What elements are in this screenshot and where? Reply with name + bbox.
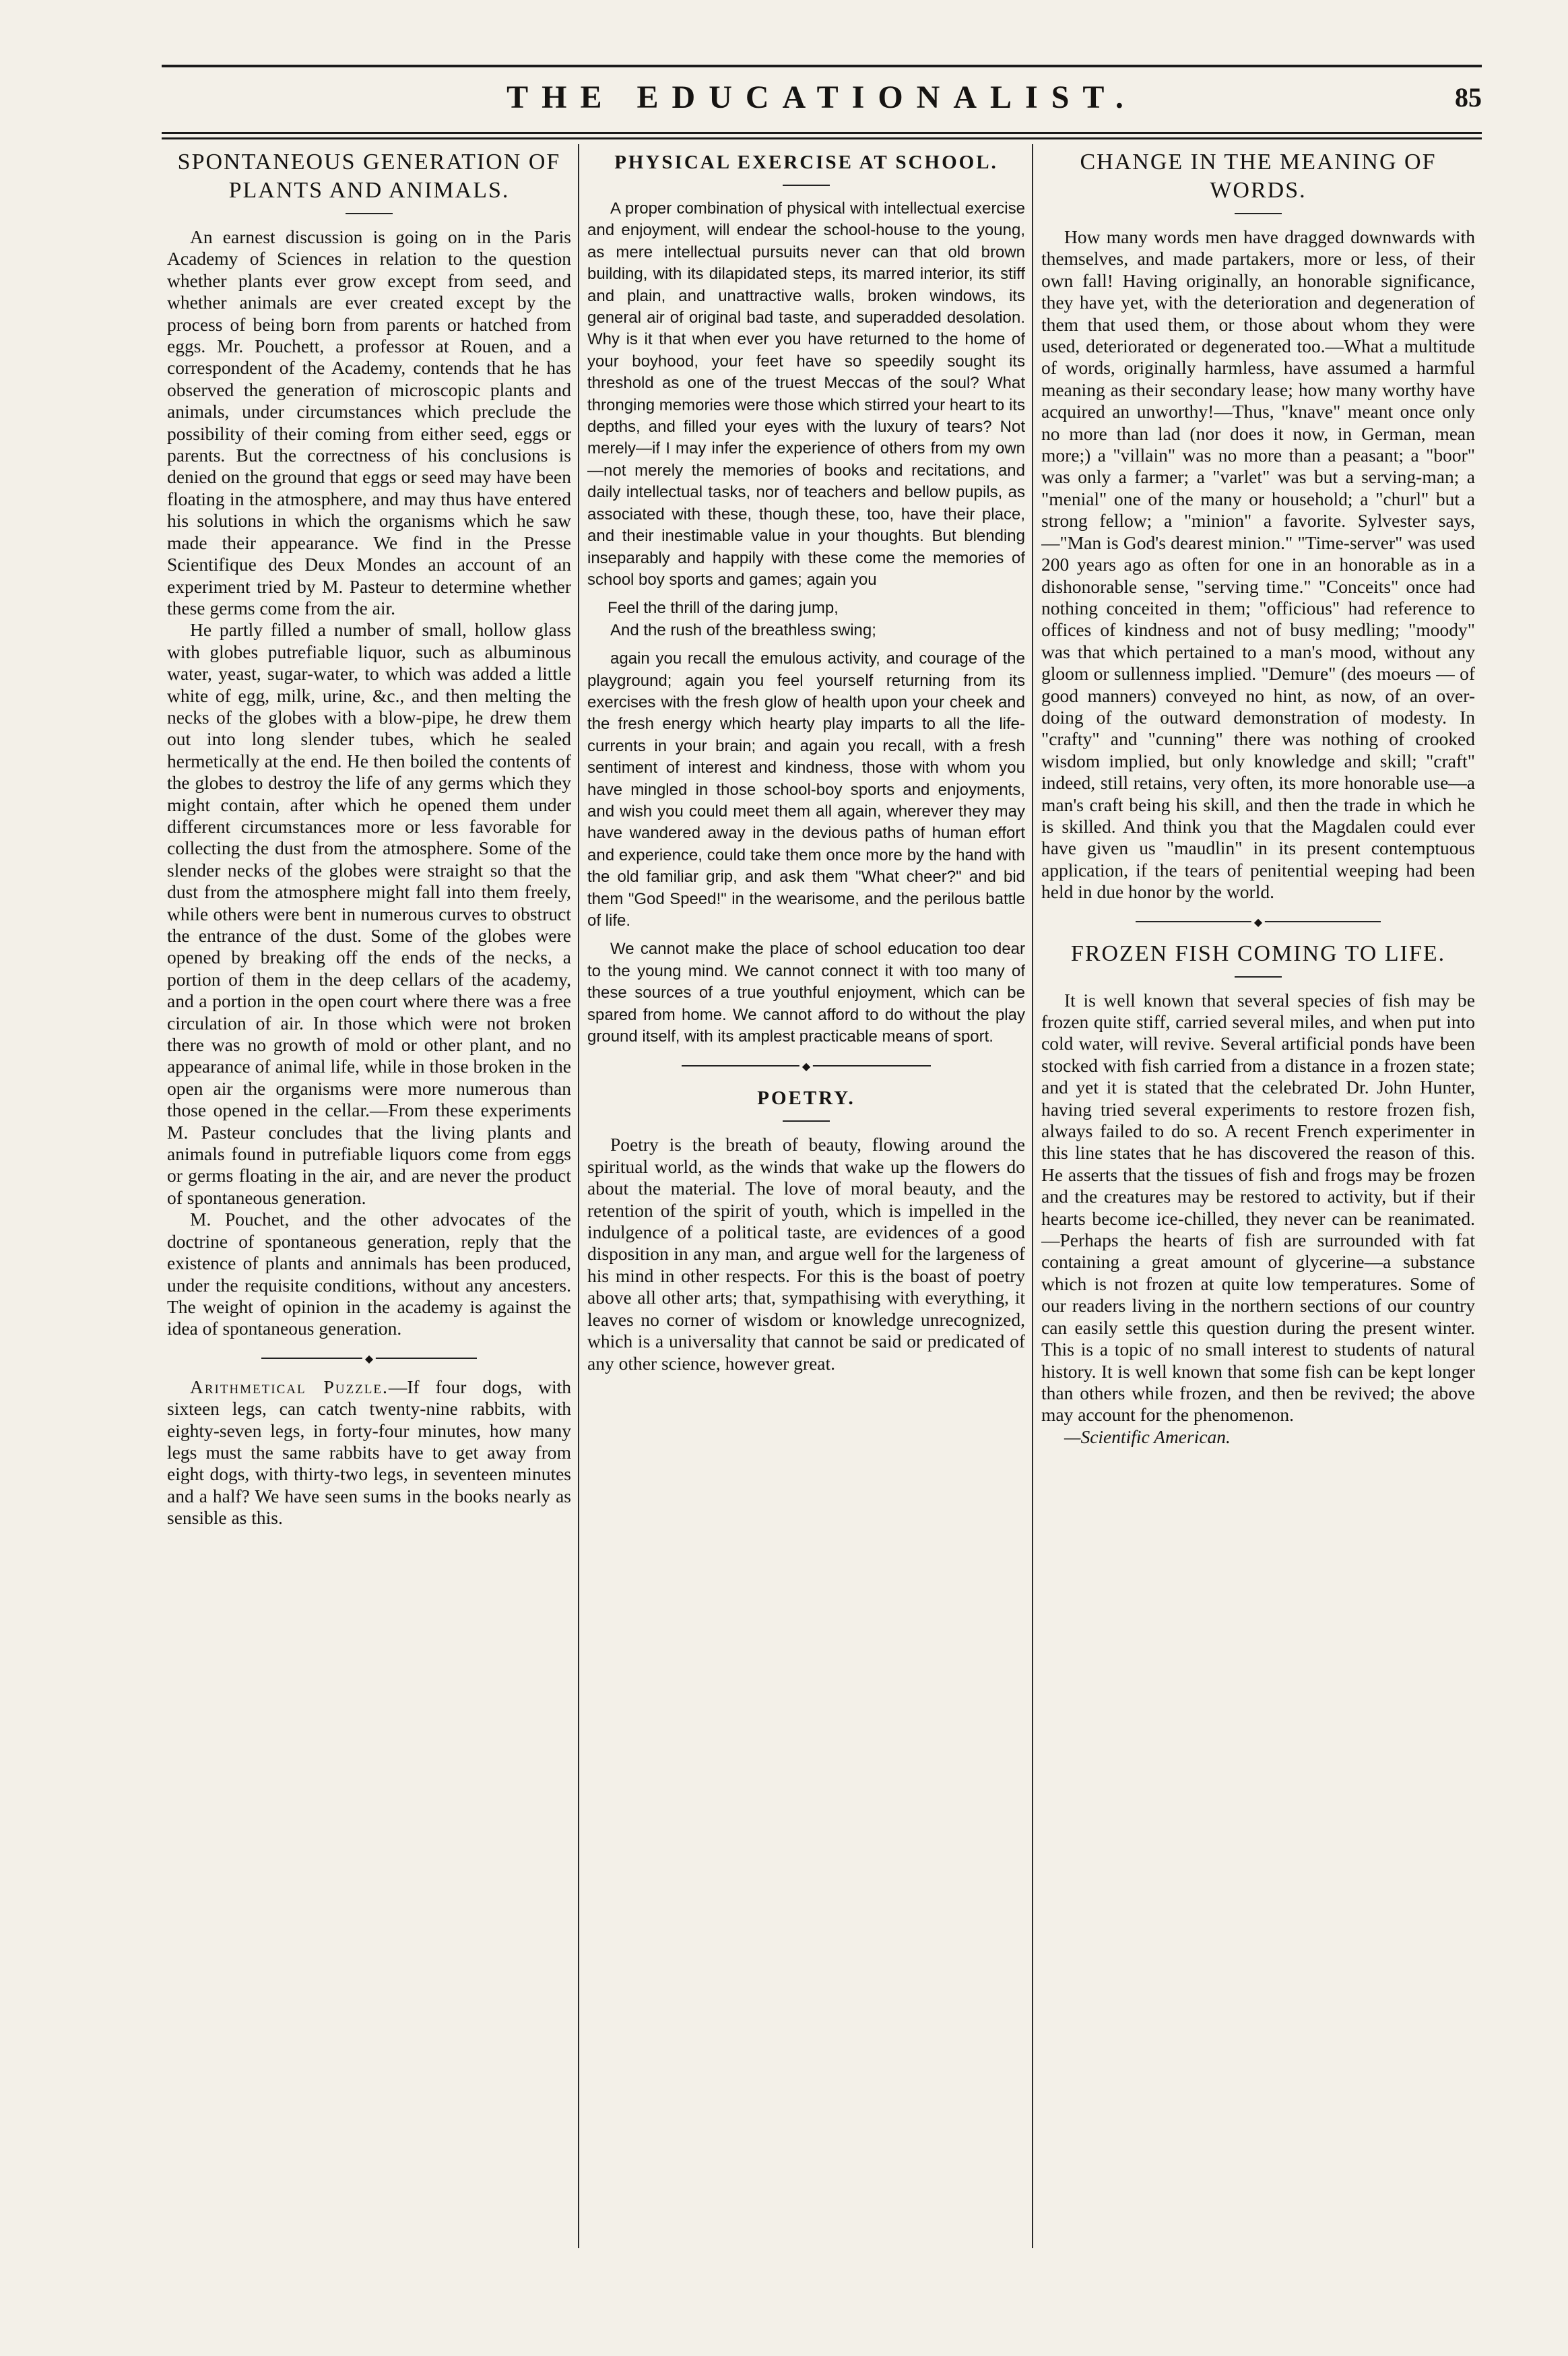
article-title-frozen-fish: FROZEN FISH COMING TO LIFE. bbox=[1070, 941, 1446, 966]
verse-line: Feel the thrill of the daring jump, bbox=[608, 599, 839, 618]
verse-line: And the rush of the breathless swing; bbox=[610, 620, 876, 639]
paragraph: He partly filled a number of small, hollow glass with globes putrefiable liquor, such as albuminous water, yeast, sugar-water, to which was added a little white of egg, milk, urine, &c., and then melting the necks of the globes with a blow-pipe, he drew them out into long slender tubes, which he sealed hermetically at the end. He then boiled the contents of the globes to destroy the life of any germs which they might contain, after which he opened them under different circumstances more or less favorable for collecting the dust from the atmosphere. Some of the slender necks of the globes were straight so that the dust from the atmosphere might fall into them freely, while others were bent in numerous curves to obstruct the entrance of the dust. Some of the globes were opened by breaking off the ends of the necks, a portion of them in the deep cellars of the academy, and a portion in the open court where there was a free circulation of air. In those which were not broken there was no growth of mold or other plant, and no appearance of animal life, while in those broken in the open air the organisms were more numerous than those opened in the cellar.—From these experiments M. Pasteur concludes that the living plants and animals found in putrefiable liquors come from eggs or germs floating in the air, and are never the product of spontaneous generation. bbox=[167, 619, 571, 1208]
article-title-spontaneous-generation: SPONTANEOUS GENERATION OF PLANTS AND ANIMALS. bbox=[177, 150, 561, 203]
puzzle-heading: Arithmetical Puzzle. bbox=[190, 1376, 389, 1397]
header-rule-upper bbox=[162, 132, 1482, 134]
column-right bbox=[1041, 148, 1475, 2255]
column-divider bbox=[1032, 144, 1033, 2248]
ornament-divider bbox=[261, 1358, 477, 1359]
article-title-physical-exercise: PHYSICAL EXERCISE AT SCHOOL. bbox=[614, 152, 998, 173]
paragraph: again you recall the emulous activity, and courage of the playground; again you feel yourself returning from its exercises with the fresh glow of health upon your cheek and the fresh energy which hearty play imparts to all the life-currents in your brain; and again you recall, with a fresh sentiment of interest and kindness, those with whom you have mingled in those school-boy sports and enjoyments, and wish you could meet them all again, wherever they may have wandered away in the devious paths of human effort and experience, could take them once more by the hand with the old familiar grip, and ask them "What cheer?" and bid them "God Speed!" in the wearisome, and the perilous battle of life. bbox=[587, 649, 1025, 930]
paragraph: M. Pouchet, and the other advocates of the doctrine of spontaneous generation, reply that the existence of plants and annimals has been produced, under the requisite conditions, without any ancesters. The weight of opinion in the academy is against the idea of spontaneous generation. bbox=[167, 1209, 571, 1339]
ornament-divider bbox=[1136, 921, 1381, 922]
paragraph: Poetry is the breath of beauty, flowing around the spiritual world, as the winds that wake up the flowers do about the material. The love of moral beauty, and the retention of the spirit of youth, which is impelled in the indulgence of a political taste, are evidences of a good disposition in any man, and argue well for the largeness of his mind in other respects. For this is the boast of poetry above all other arts; that, sympathising with everything, it leaves no corner of wisdom or knowledge unrecognized, which is a universality that cannot be said or predicated of any other science, however great. bbox=[587, 1134, 1025, 1374]
paragraph: An earnest discussion is going on in the Paris Academy of Sciences in relation to the question whether plants ever grow except from seed, and whether animals are ever created except by the process of being born from parents or hatched from eggs. Mr. Pouchett, a professor at Rouen, and a correspondent of the Academy, contends that he has observed the generation of microscopic plants and animals, under circumstances which preclude the possibility of their coming from either seed, eggs or parents. But the correctness of his conclusions is denied on the ground that eggs or seed may have been floating in the atmosphere, and may thus have entered his solutions in which the organisms which he saw made their appearance. We find in the Presse Scientifique des Deux Mondes an account of an experiment tried by M. Pasteur to determine whether these germs come from the air. bbox=[167, 226, 571, 618]
page-header bbox=[162, 74, 1482, 128]
column-left bbox=[167, 148, 571, 2255]
title-rule bbox=[783, 185, 830, 186]
verse-quote bbox=[608, 598, 1025, 641]
paragraph: How many words men have dragged downwards with themselves, and made partakers, more or less, of their own fall! Having originally, an honorable significance, they have yet, with the deterioration and degeneration of them that used them, or those about whom they were used, deteriorated or degenerated too.—What a multitude of words, originally harmless, have assumed a harmful meaning as their secondary lease; how many worthy have acquired an unworthy!—Thus, "knave" meant once only no more than lad (nor does it now, in German, mean more;) a "villain" was no more than a peasant; a "boor" was only a farmer; a "varlet" was but a serving-man; a "menial" one of the many or household; a "churl" but a strong fellow; a "minion" a favorite. Sylvester says,—"Man is God's dearest minion." "Time-server" was used 200 years ago as often for one in an honorable as in a dishonorable sense, "serving time." "Conceits" once had nothing conceited in them; "officious" had reference to offices of kindness and not of busy medling; "moody" was that which pertained to a man's mood, without any gloom or sullenness implied. "Demure" (des moeurs — of good manners) conveyed no hint, as now, of an over-doing of the outward demonstration of modesty. In "crafty" and "cunning" there was nothing of crooked wisdom implied, but only knowledge and skill; "craft" indeed, still retains, very often, its more honorable use—a man's craft being his skill, and then the trade in which he is skilled. And think you that the Magdalen could ever have given us "maudlin" in its present contemptuous application, if the tears of penitential weeping had been held in due honor by the world. bbox=[1041, 226, 1475, 903]
header-rule-lower bbox=[162, 137, 1482, 139]
source-attribution: —Scientific American. bbox=[1064, 1426, 1231, 1447]
column-middle bbox=[587, 148, 1025, 2255]
article-title-poetry: POETRY. bbox=[757, 1087, 855, 1110]
ornament-divider bbox=[682, 1065, 931, 1066]
paragraph: It is well known that several species of fish may be frozen quite stiff, carried several miles, and when put into cold water, will revive. Several artificial ponds have been stocked with fish carried from a distance in a frozen state; and yet it is stated that the celebrated Dr. John Hunter, having tried several experiments to restore frozen fish, always failed to do so. A recent French experimenter in this line states that he has discovered the reason of this. He asserts that the tissues of fish and frogs may be frozen and the creatures may be restored to activity, but if their hearts become ice-chilled, they never can be reanimated.—Perhaps the hearts of fish are surrounded with fat containing a great amount of glycerine—a substance which is not frozen at quite low temperatures. Some of our readers living in the northern sections of our country can easily settle this question during the present winter. This is a topic of no small interest to students of natural history. It is well known that some fish can be kept longer than others while frozen, and then be revived; the above may account for the phenomenon. bbox=[1041, 989, 1475, 1426]
puzzle-text: —If four dogs, with sixteen legs, can catch twenty-nine rabbits, with eighty-seven legs, in forty-four minutes, how many legs must the same rabbits have to get away from eight dogs, with thirty-two legs, in seventeen minutes and a half? We have seen sums in the books nearly as sensible as this. bbox=[167, 1376, 571, 1529]
title-rule bbox=[1235, 976, 1282, 978]
title-rule bbox=[346, 213, 393, 214]
paragraph: We cannot make the place of school education too dear to the young mind. We cannot connect it with too many of these sources of a true youthful enjoyment, which can be spared from home. We cannot afford to do without the play ground itself, with its amplest practicable means of sport. bbox=[587, 940, 1025, 1046]
top-rule bbox=[162, 65, 1482, 67]
title-rule bbox=[783, 1120, 830, 1122]
paragraph: A proper combination of physical with intellectual exercise and enjoyment, will endear the school-house to the young, as mere intellectual pursuits never can that old brown building, with its dilapidated steps, its marred interior, its stiff and plain, and unattractive walls, broken windows, its general air of original bad taste, and superadded desolation. Why is it that when ever you have returned to the home of your boyhood, your feet have so speedily sought its threshold as one of the truest Meccas of the soul? What thronging memories were those which stirred your heart to its depths, and filled your eyes with the luxury of tears? Not merely—if I may infer the experience of others from my own—not merely the memories of books and recitations, and daily intellectual tasks, nor of teachers and bellow pupils, as associated with these, though these, too, have their place, and their inestimable value in your thoughts. But blending inseparably and happily with these come the memories of school boy sports and games; again you bbox=[587, 199, 1025, 589]
masthead-title: THE EDUCATIONALIST. bbox=[507, 79, 1137, 115]
title-rule bbox=[1235, 213, 1282, 214]
column-divider bbox=[578, 144, 579, 2248]
article-title-change-in-meaning: CHANGE IN THE MEANING OF WORDS. bbox=[1080, 150, 1437, 203]
arithmetical-puzzle bbox=[167, 1376, 571, 1529]
page-number: 85 bbox=[1455, 82, 1482, 113]
